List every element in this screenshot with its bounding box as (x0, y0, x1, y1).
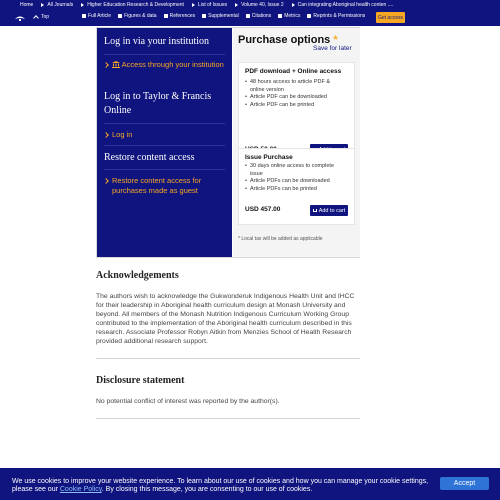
option-title: PDF download + Online access (245, 68, 342, 75)
feature-item (245, 102, 345, 110)
accept-cookies-button[interactable] (440, 477, 489, 490)
back-to-top-label: Top (41, 14, 50, 20)
document-icon (82, 14, 86, 18)
login-label: Log in (112, 130, 133, 139)
article-toolbar (0, 11, 500, 25)
access-institution-label: Access through your institution (121, 60, 224, 69)
triangle-right-icon (235, 3, 238, 7)
acknowledgements-text: The authors wish to acknowledge the Gukwonderuk Indigenous Health Unit and IHCC for their leadership in Aboriginal health curriculum design at Monash University and beyond. All members of the Monash Nutrition Indigenous Curriculum Working Group contributed to the implementation of the Aboriginal health curriculum described in this research. Associate Professor Robyn Aitkin from Menzies School of Health Research provided additional research support. (96, 293, 355, 345)
cookie-banner (0, 468, 500, 500)
quote-icon (246, 14, 250, 18)
feature-item (245, 79, 345, 94)
feature-item (245, 178, 345, 186)
breadcrumb-volume[interactable] (235, 2, 284, 8)
triangle-right-icon (192, 3, 195, 7)
citations-link[interactable] (246, 13, 271, 19)
feature-item (245, 163, 345, 178)
copy-icon (307, 14, 311, 18)
triangle-right-icon (81, 3, 84, 7)
feature-text: • Article PDF can be downloaded (249, 94, 327, 101)
full-article-link[interactable] (82, 13, 111, 19)
breadcrumb-all-journals-label[interactable]: All Journals (47, 2, 74, 8)
supplemental-label: Supplemental (208, 13, 239, 19)
breadcrumb-all-journals[interactable] (41, 2, 73, 8)
access-institution-link[interactable] (104, 60, 224, 70)
references-label: References (169, 13, 196, 19)
feature-text: • 48 hours access to article PDF & online version (249, 79, 331, 93)
restore-access-label: Restore content access for purchases made as guest (112, 176, 202, 195)
book-icon (164, 14, 168, 18)
feature-text: • 30 days online access to complete issue (249, 163, 335, 177)
accept-label: Accept (453, 480, 476, 487)
cookie-text-start: We use cookies to improve your website experience. To learn about our use of cookies and how you can manage your cookie settings, please see our (12, 478, 429, 493)
required-star: * (333, 34, 338, 46)
chevron-right-icon (103, 178, 109, 184)
section-divider (96, 418, 360, 419)
reprints-permissions-link[interactable] (307, 13, 365, 19)
citations-label: Citations (251, 13, 272, 19)
breadcrumb-journal-label[interactable]: Higher Education Research & Development (87, 2, 184, 8)
figures-data-link[interactable] (118, 13, 157, 19)
feature-item (245, 186, 345, 194)
breadcrumb-home[interactable] (20, 2, 33, 8)
feature-item (245, 94, 345, 102)
breadcrumb-volume-label[interactable]: Volume 40, Issue 2 (241, 2, 284, 8)
back-to-top-link[interactable] (34, 14, 49, 20)
reprints-permissions-label: Reprints & Permissions (313, 13, 366, 19)
feature-text: • Article PDF can be printed (249, 101, 315, 108)
option-features (245, 163, 345, 193)
breadcrumb (20, 0, 393, 10)
breadcrumb-article-label: Can integrating Aboriginal health conten .... (297, 2, 394, 8)
option-title: Issue Purchase (245, 154, 293, 161)
chevron-right-icon (103, 62, 109, 68)
access-panel (96, 27, 360, 258)
tax-note: * Local tax will be added as applicable (238, 236, 323, 242)
bar-chart-icon (278, 14, 282, 18)
publisher-logo-icon[interactable] (14, 13, 26, 22)
cookie-policy-link[interactable]: Cookie Policy (59, 486, 102, 493)
cookie-message (12, 478, 442, 494)
feature-text: • Article PDFs can be printed (249, 185, 317, 192)
divider (104, 54, 225, 55)
save-for-later-link[interactable]: Save for later (313, 45, 352, 52)
get-access-button[interactable] (376, 12, 405, 23)
supplemental-link[interactable] (202, 13, 239, 19)
login-column (97, 28, 232, 257)
triangle-right-icon (41, 3, 44, 7)
purchase-options-title-text: Purchase options (238, 34, 331, 46)
cookie-text-end: . By closing this message, you are consenting to our use of cookies. (101, 486, 313, 493)
references-link[interactable] (164, 13, 196, 19)
login-link[interactable] (104, 130, 132, 140)
institution-icon (112, 61, 120, 68)
disclosure-heading: Disclosure statement (96, 375, 185, 386)
metrics-link[interactable] (278, 13, 300, 19)
restore-access-heading: Restore content access (104, 152, 195, 163)
divider (104, 123, 225, 124)
top-navigation-bar (0, 0, 500, 26)
option-features (245, 79, 345, 109)
institution-login-heading: Log in via your institution (104, 36, 209, 47)
full-article-label: Full Article (88, 13, 112, 19)
section-divider (96, 358, 360, 359)
divider (104, 169, 225, 170)
breadcrumb-article (292, 2, 394, 8)
feature-text: • Article PDFs can be downloaded (249, 178, 330, 185)
article-tools (82, 13, 365, 19)
add-to-cart-button[interactable] (310, 205, 348, 216)
cart-icon (313, 209, 317, 212)
divider (104, 145, 225, 146)
breadcrumb-home-label[interactable]: Home (20, 2, 34, 8)
acknowledgements-heading: Acknowledgements (96, 270, 179, 281)
breadcrumb-issues-label[interactable]: List of Issues (197, 2, 228, 8)
breadcrumb-journal[interactable] (81, 2, 184, 8)
chevron-right-icon (103, 132, 109, 138)
get-access-label: Get access (377, 14, 403, 21)
purchase-option-card (238, 148, 355, 225)
add-to-cart-label: Add to cart (318, 207, 346, 214)
purchase-column (233, 28, 360, 257)
triangle-right-icon (292, 3, 295, 7)
tandf-login-heading: Log in to Taylor & Francis Online (104, 91, 212, 116)
metrics-label: Metrics (284, 13, 301, 19)
chevron-up-icon (33, 15, 39, 21)
figures-data-label: Figures & data (124, 13, 157, 19)
breadcrumb-issues[interactable] (192, 2, 227, 8)
plus-icon (202, 14, 206, 18)
disclosure-text: No potential conflict of interest was reported by the author(s). (96, 398, 280, 405)
image-icon (118, 14, 122, 18)
purchase-option-card (238, 62, 355, 160)
restore-access-link[interactable] (104, 176, 224, 196)
option-price: USD 457.00 (245, 206, 281, 213)
